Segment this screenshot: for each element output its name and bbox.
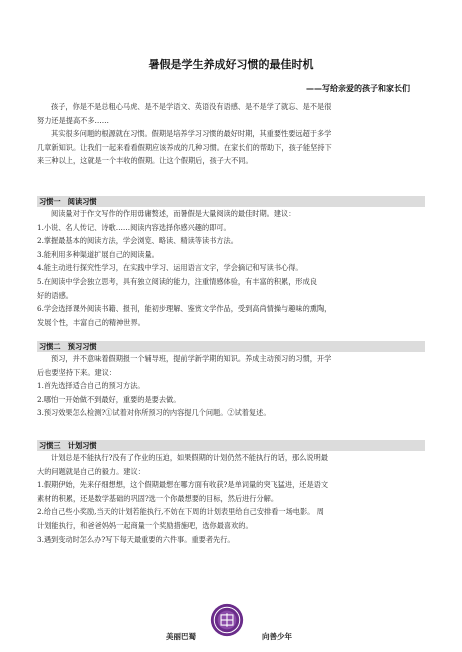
section-line: 计划能执行，和爸爸妈妈一起商量一个奖励措施吧，选你最喜欢的。 [37,520,253,530]
section-heading-preview: 习惯二 预习习惯 [37,341,425,352]
section-line: 1.小说、名人传记、诗歌……阅读内容选择你感兴趣的即可。 [37,222,231,232]
section-line: 5.在阅读中学会独立思考，具有独立阅读的能力，注重情感体验，有丰富的积累，形成良 [37,276,317,286]
school-emblem-icon [210,603,244,637]
section-line: 后也要坚持下来。建议： [37,367,117,377]
section-line: 3.能利用多种渠道扩展自己的阅读量。 [37,249,159,259]
intro-line: 孩子，你是不是总粗心马虎、是不是学语文、英语没有语感、是不是学了就忘、是不是很 [51,102,332,111]
section-line: 发展个性，丰富自己的精神世界。 [37,317,145,327]
intro-line: 几章新知识。让我们一起来看看假期应该养成的几种习惯。在家长们的帮助下，孩子能坚持下 [37,142,332,152]
section-line: 大的问题就是自己的毅力。建议： [37,466,145,476]
intro-line: 来三种以上，这就是一个丰收的假期。让这个假期后，孩子大不同。 [37,156,253,166]
section-body-reading [37,207,425,329]
document-title: 暑假是学生养成好习惯的最佳时机 [148,58,314,71]
section-line: 预习，并不意味着假期报一个辅导班，提前学新学期的知识。养成主动预习的习惯，开学 [51,354,332,363]
section-line: 2.给自己些小奖励,当天的计划若能执行,不妨在下周的计划表里给自己安排看一场电影。 周 [37,507,324,517]
section-line: 4.能主动进行探究性学习，在实践中学习、运用语言文字，学会摘记和写读书心得。 [37,263,303,273]
section-line: 6.学会选择课外阅读书籍、报刊，能初步理解、鉴赏文学作品，受到高尚情操与趣味的熏陶， [37,304,332,314]
section-line: 2.掌握最基本的阅读方法，学会浏览、略读、精读等读书方法。 [37,236,238,246]
footer-motto-left: 美丽巴蜀 [166,632,196,641]
section-line: 计划总是不能执行?没有了作业的压迫，如果假期的计划仍然不能执行的话，那么说明最 [51,453,328,462]
section-line: 阅读量对于作文写作的作用毋庸赘述，而暑假是大量阅读的最佳时期。建议： [51,209,296,218]
section-line: 2.哪怕一开始做不到最好，重要的是要去做。 [37,394,181,404]
intro-line: 其实很多问题的根源就在习惯。假期是培养学习习惯的最好时期，其重要性要远超于多学 [51,129,332,139]
section-line: 3.遇到变动时怎么办?写下每天最重要的六件事。重要者先行。 [37,534,235,544]
document-subtitle: ——写给亲爱的孩子和家长们 [306,84,410,93]
section-line: 3.预习效果怎么检测?①试着对你所预习的内容提几个问题。②试着复述。 [37,408,271,418]
section-line: 素材的积累，还是数学基础的巩固?选一个你最想要的目标，然后进行分解。 [37,493,279,503]
section-line: 1.首先选择适合自己的预习方法。 [37,381,145,391]
intro-paragraph [37,100,425,168]
section-heading-reading: 习惯一 阅读习惯 [37,196,425,207]
section-heading-planning: 习惯三 计划习惯 [37,440,425,451]
section-line: 好的语感。 [37,290,73,300]
footer-motto-right: 向善少年 [262,632,292,641]
section-body-preview [37,352,425,420]
section-line: 1.假期伊始，先来仔细想想，这个假期最想在哪方面有收获?是单词量的突飞猛进，还是语文 [37,480,329,490]
section-body-planning [37,451,425,546]
intro-line: 努力还是提高不多…… [37,115,109,125]
